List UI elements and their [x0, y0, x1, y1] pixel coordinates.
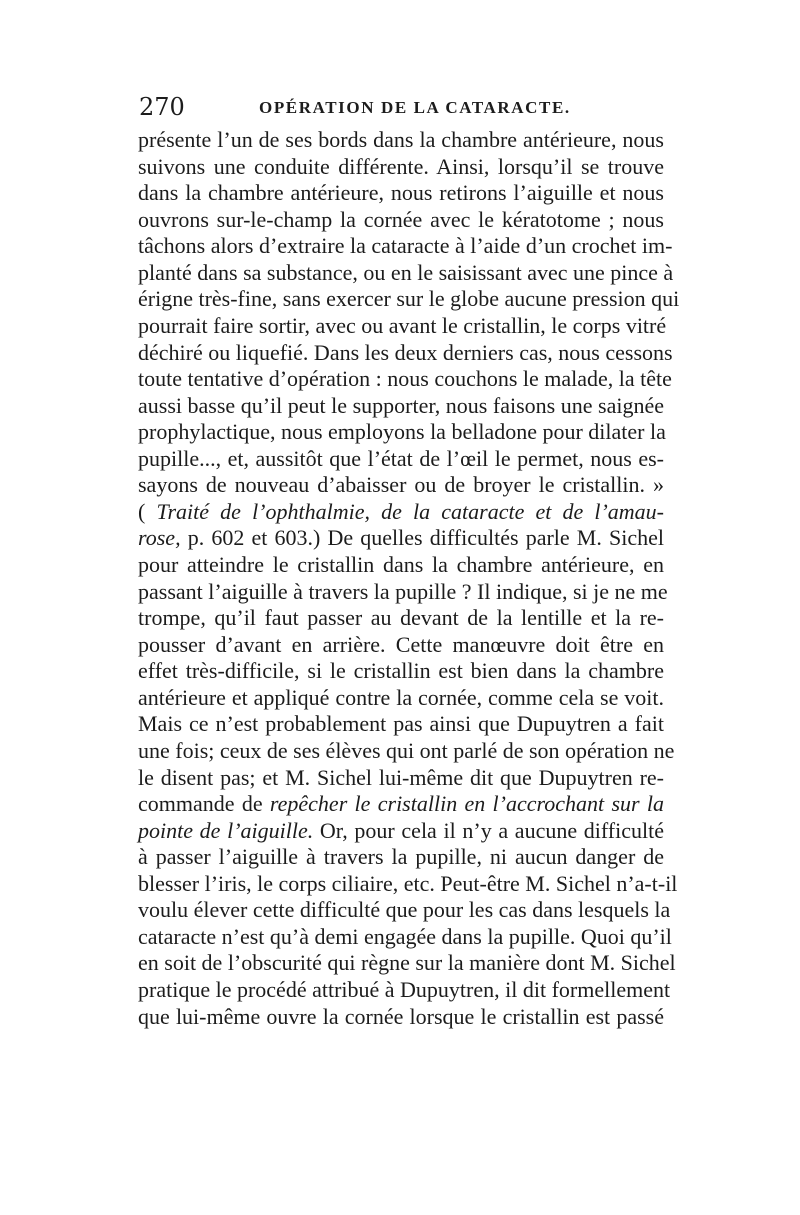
- text-segment: pour atteindre le cristallin dans la chambre antérieure, en: [138, 552, 664, 577]
- text-line: [138, 127, 664, 154]
- text-line: [138, 844, 664, 871]
- body-text: [138, 127, 680, 1030]
- page-number: 270: [139, 93, 185, 121]
- text-segment: présente l’un de ses bords dans la chambre antérieure, nous: [138, 127, 664, 152]
- text-line: [138, 154, 664, 181]
- text-segment: (: [138, 498, 157, 524]
- text-segment: le disent pas; et M. Sichel lui-même dit que Dupuytren re-: [138, 764, 664, 790]
- text-line: [138, 552, 664, 579]
- text-line: [138, 897, 671, 924]
- text-segment: prophylactique, nous employons la belladone pour dilater la: [138, 419, 666, 445]
- text-segment: cataracte n’est qu’à demi engagée dans la pupille. Quoi qu’il: [138, 923, 672, 949]
- text-segment: pupille..., et, aussitôt que l’état de l’œil le permet, nous es-: [138, 445, 664, 471]
- running-title: OPÉRATION DE LA CATARACTE.: [259, 98, 571, 117]
- text-line: [138, 977, 671, 1004]
- text-line: [138, 366, 672, 393]
- text-segment: effet très-difficile, si le cristallin est bien dans la chambre: [138, 658, 664, 684]
- text-segment: trompe, qu’il faut passer au devant de la lentille et la re-: [138, 605, 664, 631]
- text-line: [138, 870, 678, 898]
- text-line: [138, 605, 664, 632]
- text-line: [138, 1004, 664, 1031]
- text-line: [138, 685, 664, 712]
- italic-segment: pointe de l’aiguille.: [138, 817, 314, 843]
- text-segment: planté dans sa substance, ou en le saisissant avec une pince à: [138, 259, 674, 285]
- text-segment: une fois; ceux de ses élèves qui ont parlé de son opération ne: [138, 737, 675, 763]
- text-segment: dans la chambre antérieure, nous retirons l’aiguille et nous: [138, 180, 664, 206]
- italic-segment: Traité de l’ophthalmie, de la cataracte et de l’amau-: [156, 498, 665, 524]
- text-line: [138, 737, 675, 765]
- italic-segment: rose,: [138, 525, 181, 551]
- text-line: [138, 233, 673, 260]
- text-segment: antérieure et appliqué contre la cornée, comme cela se voit.: [138, 684, 664, 710]
- text-segment: passant l’aiguille à travers la pupille ? Il indique, si je ne me: [138, 578, 668, 604]
- text-line: [138, 259, 674, 287]
- text-segment: en soit de l’obscurité qui règne sur la manière dont M. Sichel: [138, 950, 676, 976]
- text-line: [138, 286, 680, 313]
- text-segment: pourrait faire sortir, avec ou avant le cristallin, le corps vitré: [138, 312, 667, 338]
- text-line: [138, 578, 668, 606]
- text-segment: à passer l’aiguille à travers la pupille, ni aucun danger de: [138, 844, 664, 870]
- text-line: [138, 312, 667, 340]
- text-line: [138, 180, 664, 207]
- running-head: [137, 92, 663, 122]
- text-segment: commande de: [138, 791, 270, 817]
- text-line: [138, 207, 664, 234]
- text-segment: Or, pour cela il n’y a aucune difficulté: [313, 817, 664, 843]
- text-segment: sayons de nouveau d’abaisser ou de broyer le cristallin. »: [138, 472, 664, 498]
- text-line: [138, 419, 664, 446]
- text-line: [138, 393, 664, 420]
- text-segment: voulu élever cette difficulté que pour les cas dans lesquels la: [138, 897, 671, 923]
- text-segment: tâchons alors d’extraire la cataracte à l’aide d’un crochet im-: [138, 233, 673, 259]
- italic-segment: repêcher le cristallin en l’accrochant sur la: [269, 791, 664, 817]
- text-line: [138, 499, 664, 526]
- text-line: [138, 950, 676, 977]
- text-line: [138, 765, 664, 792]
- text-segment: pratique le procédé attribué à Dupuytren, il dit formellement: [138, 977, 671, 1002]
- text-line: [138, 525, 664, 552]
- text-segment: suivons une conduite différente. Ainsi, lorsqu’il se trouve: [138, 153, 664, 179]
- text-segment: aussi basse qu’il peut le supporter, nous faisons une saignée: [138, 392, 664, 418]
- text-segment: pousser d’avant en arrière. Cette manœuvre doit être en: [138, 631, 664, 657]
- text-segment: que lui-même ouvre la cornée lorsque le cristallin est passé: [138, 1003, 664, 1029]
- text-segment: ouvrons sur-le-champ la cornée avec le kératotome ; nous: [138, 206, 664, 232]
- text-line: [138, 923, 672, 951]
- text-line: [138, 711, 664, 738]
- text-segment: Mais ce n’est probablement pas ainsi que Dupuytren a fait: [138, 711, 664, 737]
- text-segment: p. 602 et 603.) De quelles difficultés parle M. Sichel: [180, 525, 664, 551]
- text-line: [138, 791, 664, 818]
- text-segment: blesser l’iris, le corps ciliaire, etc. Peut-être M. Sichel n’a-t-il: [138, 870, 678, 896]
- text-line: [138, 472, 664, 499]
- text-segment: déchiré ou liquefié. Dans les deux derniers cas, nous cessons: [138, 339, 673, 365]
- text-segment: érigne très-fine, sans exercer sur le globe aucune pression qui: [138, 286, 680, 312]
- text-line: [138, 818, 664, 845]
- text-line: [138, 632, 664, 659]
- text-line: [138, 658, 664, 685]
- text-line: [138, 446, 664, 473]
- text-segment: toute tentative d’opération : nous couchons le malade, la tête: [138, 366, 672, 392]
- text-line: [138, 339, 673, 367]
